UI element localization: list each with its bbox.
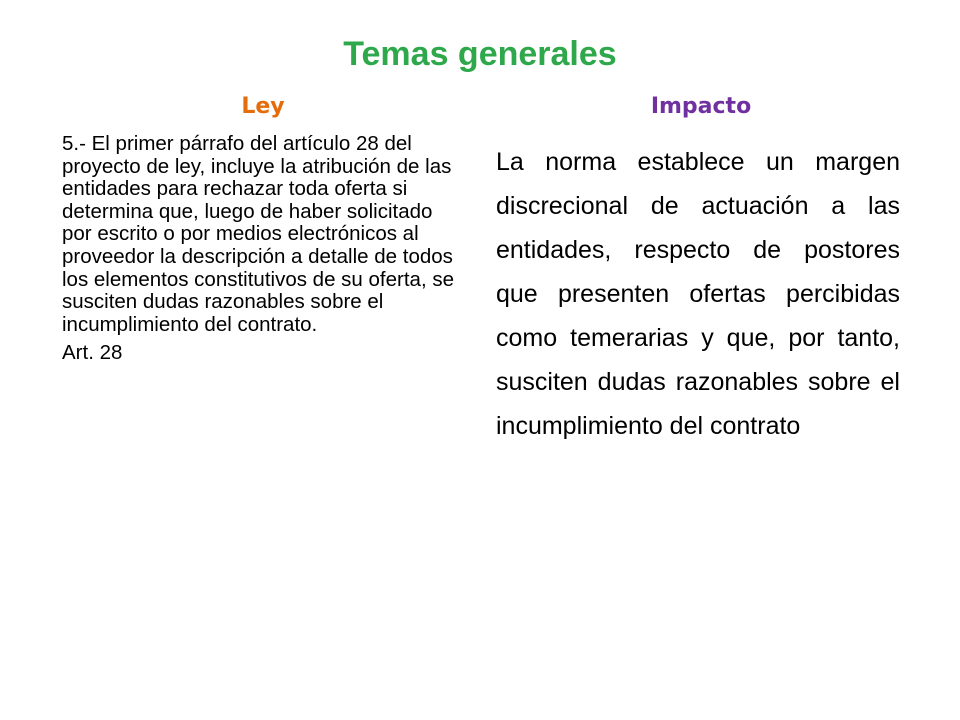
slide-title: Temas generales xyxy=(343,35,617,73)
impacto-column-heading: Impacto xyxy=(650,94,752,119)
ley-column xyxy=(62,133,462,365)
impacto-text: La norma establece un margen discrecional de actuación a las entidades, respecto de postores que presenten ofertas percibidas como temerarias y que, por tanto, susciten dudas razonables sobre el incumplimiento del contrato xyxy=(496,148,900,440)
ley-article-reference: Art. 28 xyxy=(62,341,123,365)
ley-column-heading: Ley xyxy=(241,94,285,119)
ley-text: 5.- El primer párrafo del artículo 28 del proyecto de ley, incluye la atribución de las entidades para rechazar toda oferta si determina que, luego de haber solicitado por escrito o por medios electrónicos al proveedor la descripción a detalle de todos los elementos constitutivos de su oferta, se susciten dudas razonables sobre el incumplimiento del contrato. xyxy=(62,132,454,336)
impacto-column xyxy=(496,140,900,448)
